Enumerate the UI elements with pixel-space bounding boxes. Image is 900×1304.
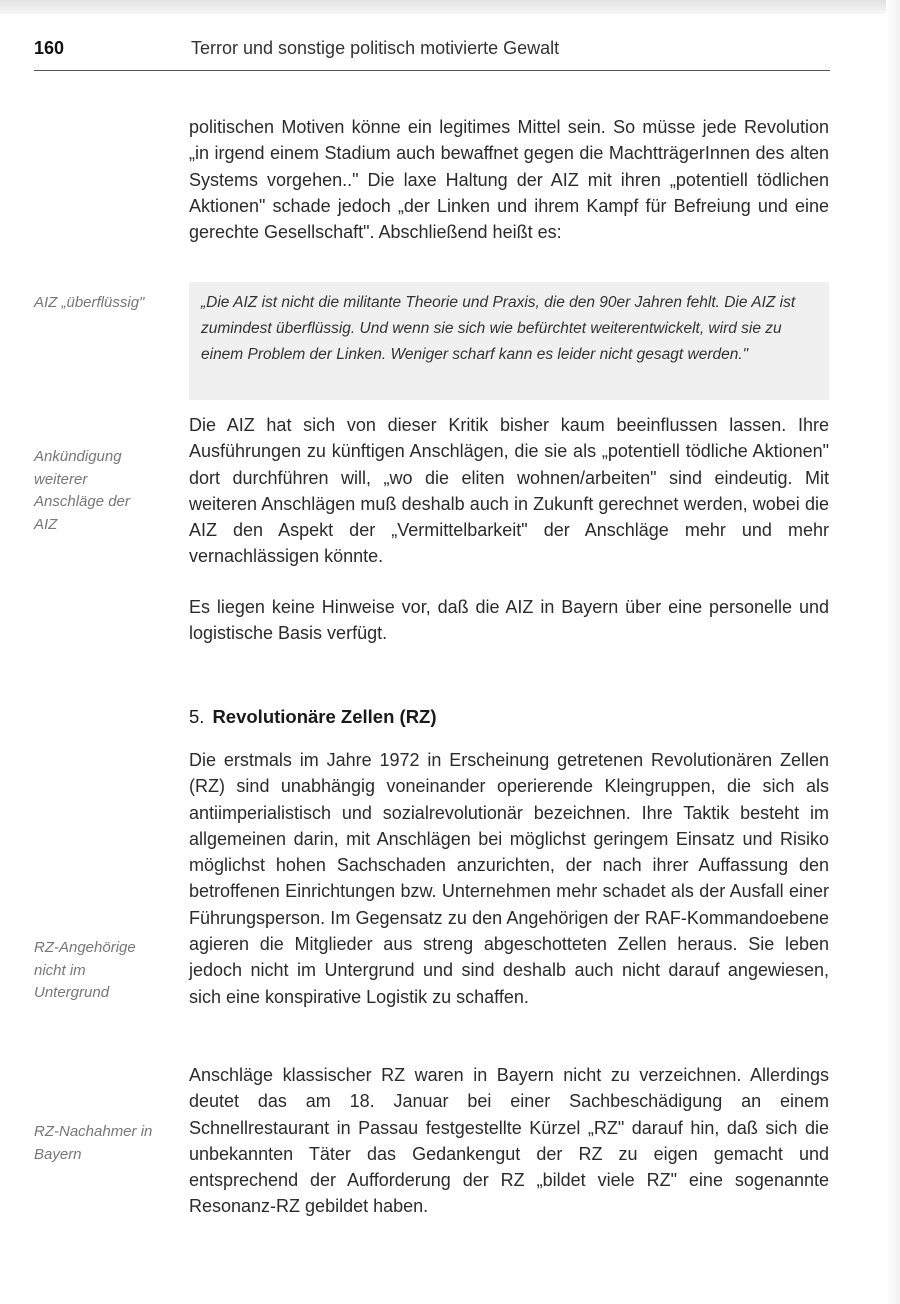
paragraph-rz-bayern <box>189 1062 829 1220</box>
running-title: Terror und sonstige politisch motivierte Gewalt <box>191 38 560 58</box>
margin-note-ankuendigung: Ankündigung weiterer Anschläge der AIZ <box>34 448 130 533</box>
section-number: 5. <box>189 706 205 727</box>
paragraph-text: politischen Motiven könne ein legitimes Mittel sein. So müsse jede Revolution „in irgend einem Stadium auch bewaffnet gegen die MachtträgerInnen des alten Systems vorgehen.." Die laxe Haltung der AIZ mit ihren „potentiell tödlichen Aktionen" schade jedoch „der Linken und ihrem Kampf für Befreiung und eine gerechte Gesellschaft". Abschließend heißt es: <box>189 117 829 243</box>
paragraph-text: Die AIZ hat sich von dieser Kritik bisher kaum beeinflussen lassen. Ihre Ausführungen zu künftigen Anschlägen, die sie als „potentiell tödliche Aktionen" dort durchführen will, „wo die eliten wohnen/arbeiten" sind eindeutig. Mit weiteren Anschlägen muß deshalb auch in Zukunft gerechnet werden, wobei die AIZ den Aspekt der „Vermittelbarkeit" der Anschläge mehr und mehr vernachlässigen könnte. <box>189 415 829 567</box>
margin-note-rz-nachahmer: RZ-Nachahmer in Bayern <box>34 1123 153 1163</box>
paragraph-intro <box>189 114 829 245</box>
margin-note-rz-angehoerige: RZ-Angehörige nicht im Untergrund <box>34 939 136 1001</box>
scan-right-edge <box>886 0 900 1304</box>
paragraph-rz-intro <box>189 747 829 1010</box>
paragraph-text: Die erstmals im Jahre 1972 in Erscheinung getretenen Revolutionären Zellen (RZ) sind unabhängig voneinander operierende Kleingruppen, die sich als antiimperialistisch und sozialrevolutionär bezeichnen. Ihre Taktik besteht im allgemeinen darin, mit Anschlägen bei möglichst geringem Einsatz und Risiko möglichst hohen Sachschaden anzurichten, der nach ihrer Auffassung den betroffenen Einrichtungen bzw. Unternehmen mehr schadet als der Ausfall einer Führungsperson. Im Gegensatz zu den Angehörigen der RAF-Kommandoebene agieren die Mitglieder aus streng abgeschotteten Zellen heraus. Sie leben jedoch nicht im Untergrund und sind deshalb auch nicht darauf angewiesen, sich eine konspirative Logistik zu schaffen. <box>189 750 829 1007</box>
section-heading <box>189 706 829 728</box>
paragraph-aiz-bayern <box>189 594 829 647</box>
margin-note-aiz-ueberfluessig: AIZ „überflüssig" <box>34 294 145 311</box>
paragraph-text: Es liegen keine Hinweise vor, daß die AIZ in Bayern über eine personelle und logistische Basis verfügt. <box>189 597 829 644</box>
paragraph-aiz-kritik <box>189 412 829 570</box>
page-header <box>34 36 830 71</box>
section-title: Revolutionäre Zellen (RZ) <box>212 706 437 727</box>
scan-top-edge <box>0 0 900 14</box>
page-number: 160 <box>34 38 65 58</box>
paragraph-text: Anschläge klassischer RZ waren in Bayern nicht zu verzeichnen. Allerdings deutet das am 18. Januar bei einer Sachbeschädigung an einem Schnellrestaurant in Passau festgestellte Kürzel „RZ" darauf hin, daß sich die unbekannten Täter das Gedankengut der RZ zu eigen gemacht und entsprechend der Aufforderung der RZ „bildet viele RZ" eine sogenannte Resonanz-RZ gebildet haben. <box>189 1065 829 1217</box>
block-quote: „Die AIZ ist nicht die militante Theorie und Praxis, die den 90er Jahren fehlt. Die AIZ ist zumindest überflüssig. Und wenn sie sich wie befürchtet weiterentwickelt, wird sie zu einem Problem der Linken. Weniger scharf kann es leider nicht gesagt werden." <box>201 294 796 363</box>
